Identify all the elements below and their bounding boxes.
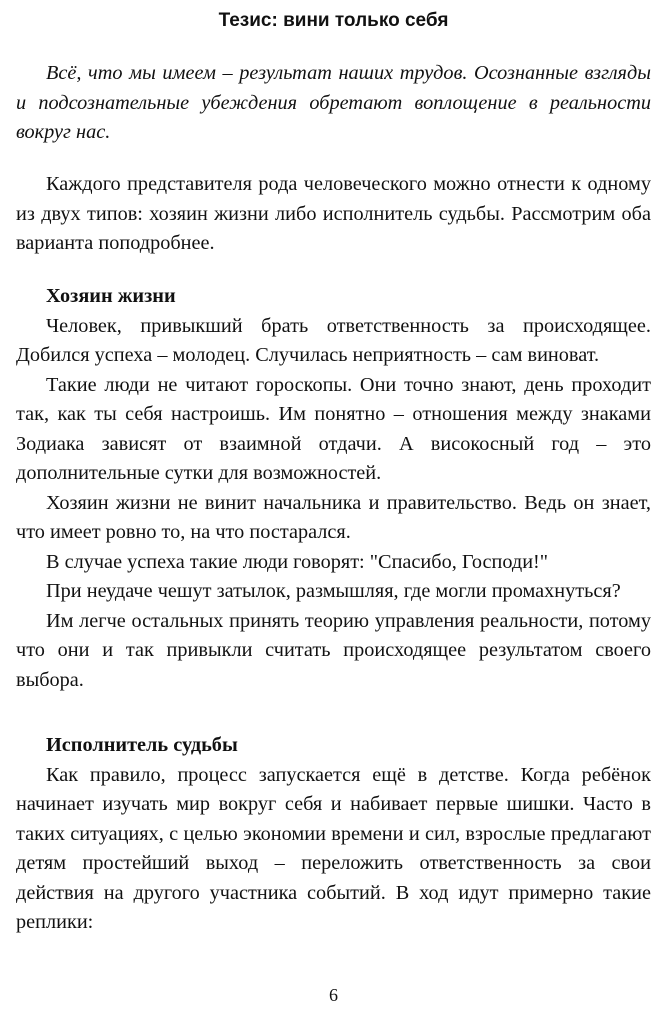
paragraph: Им легче остальных принять теорию управления реальности, потому что они и так привыкли считать происходящее результатом своего выбора. — [16, 609, 651, 691]
paragraph: Человек, привыкший брать ответственность за происходящее. Добился успеха – молодец. Случилась неприятность – сам виноват. — [16, 314, 651, 366]
section-heading: Хозяин жизни — [46, 285, 176, 307]
epigraph: Всё, что мы имеем – результат наших трудов. Осознанные взгляды и подсознательные убеждения обретают воплощение в реальности вокруг нас. — [16, 62, 651, 143]
page-number: 6 — [329, 985, 338, 1005]
section-master-of-life — [16, 282, 651, 695]
paragraph: Хозяин жизни не винит начальника и правительство. Ведь он знает, что имеет ровно то, на что постарался. — [16, 491, 651, 543]
book-page — [16, 0, 651, 1020]
paragraph: В случае успеха такие люди говорят: "Спасибо, Господи!" — [46, 550, 549, 573]
page-title: Тезис: вини только себя — [218, 10, 449, 31]
intro-paragraph: Каждого представителя рода человеческого можно отнести к одному из двух типов: хозяин жизни либо исполнитель судьбы. Рассмотрим оба варианта поподробнее. — [16, 173, 651, 254]
paragraph: Как правило, процесс запускается ещё в детстве. Когда ребёнок начинает изучать мир вокруг себя и набивает первые шишки. Часто в таких ситуациях, с целью экономии времени и сил, взрослые предлагают детям простейший выход – переложить ответственность за свои действия на другого участника событий. В ход идут примерно такие реплики: — [16, 763, 651, 933]
section-executor-of-fate — [16, 731, 651, 938]
paragraph: Такие люди не читают гороскопы. Они точно знают, день проходит так, как ты себя настроишь. Им понятно – отношения между знаками Зодиака зависят от взаимной отдачи. А високосный год – это дополнительные сутки для возможностей. — [16, 373, 651, 484]
paragraph: При неудаче чешут затылок, размышляя, где могли промахнуться? — [46, 580, 621, 602]
section-heading: Исполнитель судьбы — [46, 734, 238, 756]
